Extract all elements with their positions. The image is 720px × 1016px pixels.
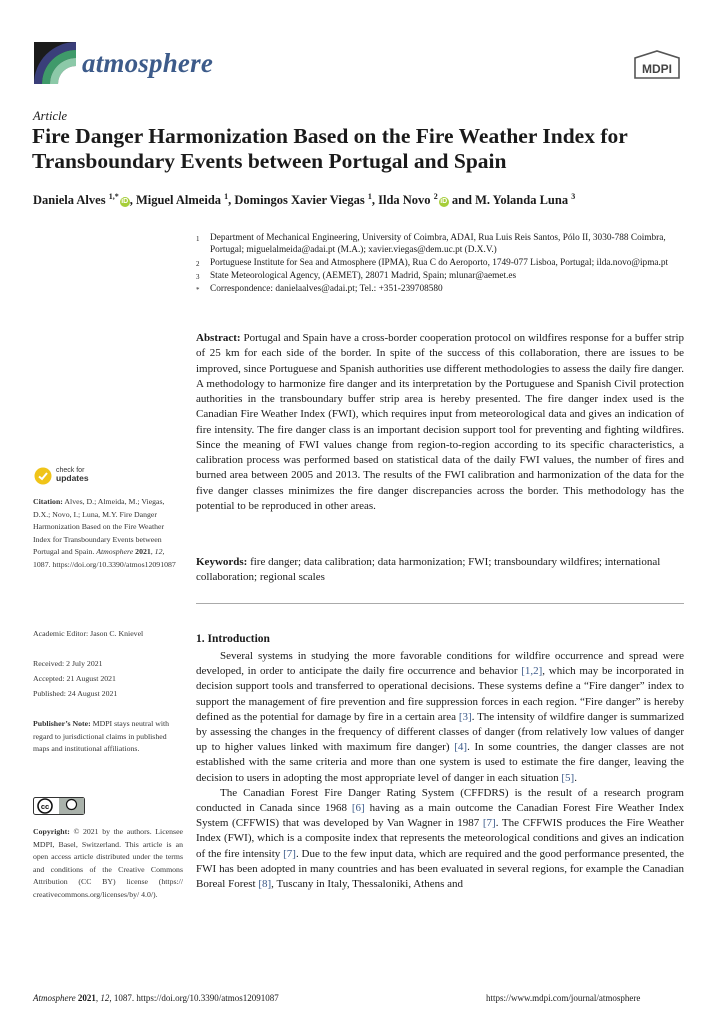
author-name: M. Yolanda Luna: [475, 193, 572, 208]
citation-text: Alves, D.; Almeida, M.; Viegas, D.X.; Novo, I.; Luna, M.Y. Fire Danger Harmonization Based on the Fire Weather Index for Transboundary Events between Portugal and Spain.: [33, 497, 165, 556]
check-for-updates-icon[interactable]: [34, 467, 52, 485]
citation-volume: 12: [154, 547, 163, 556]
check-line1: check for: [56, 467, 85, 474]
paragraph-text: having as a main outcome the Canadian Forest Fire Weather Index System (CFFWIS) that was developed by Van Wagner in 1987: [196, 802, 684, 830]
affiliation-text: Correspondence: danielaalves@adai.pt; Tel.: +351-239708580: [210, 284, 443, 295]
citation-reference-link[interactable]: [3]: [458, 710, 472, 723]
affiliation-number: 1: [196, 235, 200, 243]
check-line2: updates: [56, 472, 89, 483]
cc-by-license-icon[interactable]: [33, 797, 85, 815]
footer-year: 2021: [75, 993, 96, 1003]
atmosphere-logo: [34, 42, 76, 84]
copyright: [33, 826, 183, 901]
mdpi-logo[interactable]: [631, 50, 683, 80]
citation-reference-link[interactable]: [7]: [283, 847, 296, 860]
article-title: Fire Danger Harmonization Based on the Fire Weather Index for Transboundary Events between Portugal and Spain: [32, 124, 628, 173]
keywords: [196, 555, 684, 586]
citation-doi[interactable]: , 1087. https://doi.org/10.3390/atmos12091087: [33, 547, 176, 569]
citation-reference-link[interactable]: [1,2]: [521, 665, 543, 678]
affiliations: [196, 232, 686, 296]
paragraph-text: . The intensity of wildfire danger is summarized by assessing the changes in the frequency of different classes of danger (from relatively low values of danger up to higher values linked with maximum fire danger): [196, 710, 684, 754]
citation-reference-link[interactable]: [6]: [351, 802, 365, 815]
abstract-label: Abstract:: [196, 332, 241, 344]
accepted-date: Accepted: 21 August 2021: [33, 674, 116, 683]
author-affiliation-mark: 2: [433, 192, 438, 201]
paragraph-text: , Tuscany in Italy, Thessaloniki, Athens and: [271, 878, 464, 891]
abstract-text: Portugal and Spain have a cross-border cooperation protocol on wildfires response for a buffer strip of 25 km for each side of the border. In spite of the success of this collaboration, there are issues to be improved, since Portuguese and Spanish authorities use different methodologies to assess the daily fire danger. A methodology to harmonize fire danger and its interpretation by the Portuguese and Spanish Civil protection authorities in the transboundary buffer strip area is hereby presented. The fire danger index used is the Canadian Fire Weather Index (FWI), which requires input from meteorological data and gives an indication of fire intensity. The fire danger class is an important decision support tool for preventing and fighting wildfires. Since the meaning of FWI values change from region-to-region according to its specific characteristics, a calibration process was performed based on statistical data of the daily FWI values, the number of fires and burned area between 2005 and 2013. The results of the FWI calibration and harmonization of the data for the five danger classes minimizes the fire danger discrepancies across the border. This methodology has the potential to be reproduced in other areas.: [196, 332, 684, 512]
paragraph-text: Several systems in studying the more favorable conditions for wildfire occurrence and spread were developed, in order to anticipate the daily fire occurrence and behavior: [196, 650, 684, 678]
citation-sep: ,: [150, 547, 155, 556]
author-name: Daniela Alves: [33, 193, 109, 208]
affiliation-item: [196, 270, 686, 283]
author-name: Miguel Almeida: [135, 193, 225, 208]
paragraph-2: [196, 786, 684, 892]
section-divider: [196, 603, 684, 604]
publisher-note-text: MDPI stays neutral with regard to jurisdictional claims in published maps and institutional affiliations.: [33, 719, 170, 753]
keywords-label: Keywords:: [196, 556, 248, 568]
cc-badge-text: cc: [40, 802, 50, 811]
citation-year: 2021: [133, 547, 151, 556]
affiliation-text: Portuguese Institute for Sea and Atmosphere (IPMA), Rua C do Aeroporto, 1749-077 Lisboa, Portugal; ilda.novo@ipma.pt: [210, 257, 669, 268]
citation-reference-link[interactable]: [8]: [258, 878, 272, 891]
author-affiliation-mark: 1: [367, 192, 372, 201]
section-title: 1. Introduction: [196, 633, 270, 645]
footer-journal-url[interactable]: https://www.mdpi.com/journal/atmosphere: [486, 993, 641, 1003]
affiliation-number: *: [196, 286, 200, 295]
affiliation-text: Department of Mechanical Engineering, University of Coimbra, ADAI, Rua Luis Reis Santos, Pólo II, 3030-788 Coimbra, Portugal; miguelalmeida@adai.pt (M.A.); xavier.viegas@dem.uc.pt (D.X.V.): [210, 233, 666, 256]
paragraph-text: .: [574, 771, 577, 784]
affiliation-text: State Meteorological Agency, (AEMET), 28071 Madrid, Spain; mlunar@aemet.es: [210, 270, 517, 281]
author-affiliation-mark: 1: [224, 192, 229, 201]
author-separator: ,: [228, 193, 235, 208]
paragraph-1: [196, 649, 684, 786]
affiliation-number: 3: [196, 272, 200, 281]
orcid-icon[interactable]: iD: [440, 198, 448, 206]
academic-editor: Academic Editor: Jason C. Knievel: [33, 629, 144, 638]
author-separator: ,: [129, 193, 136, 208]
author-separator: ,: [371, 193, 379, 208]
affiliation-item: [196, 283, 686, 296]
svg-text:MDPI: MDPI: [642, 62, 672, 76]
citation-reference-link[interactable]: [5]: [561, 771, 575, 784]
paragraph-text: . In some countries, the danger classes are not established with the same criteria and more than one system is used to estimate the fire danger, leaving the decision to users in adopting the most appropriate level of danger in each situation: [196, 741, 684, 784]
author-separator: and: [448, 193, 476, 208]
author-affiliation-mark: 3: [571, 192, 576, 201]
footer-volume: 12: [100, 993, 110, 1003]
copyright-label: Copyright:: [33, 827, 70, 836]
paragraph-text: . The CFFWIS produces the Fire Weather Index (FWI), which is a composite index that represents the meteorological conditions and gives an indication of the fire intensity: [196, 817, 684, 860]
published-date: Published: 24 August 2021: [33, 689, 118, 698]
introduction-text: [196, 649, 684, 892]
abstract: [196, 331, 684, 514]
orcid-icon[interactable]: iD: [121, 198, 129, 206]
author-name: Domingos Xavier Viegas: [234, 193, 368, 208]
citation: [33, 496, 183, 571]
publisher-note-label: Publisher’s Note:: [33, 719, 91, 728]
author-list: [33, 192, 693, 208]
author-name: Ilda Novo: [378, 193, 434, 208]
footer-citation: [33, 993, 279, 1003]
author-affiliation-mark: 1,*: [108, 192, 119, 201]
copyright-text: © 2021 by the authors. Licensee MDPI, Basel, Switzerland. This article is an open access article distributed under the terms and conditions of the Creative Commons Attribution (CC BY) license (https:// creativecommons.org/licenses/by/ 4.0/).: [33, 827, 183, 899]
affiliation-number: 2: [196, 259, 200, 268]
citation-label: Citation:: [33, 497, 63, 506]
citation-journal: Atmosphere: [96, 547, 134, 556]
journal-name: atmosphere: [82, 48, 214, 78]
publisher-note: [33, 718, 183, 756]
received-date: Received: 2 July 2021: [33, 659, 103, 668]
citation-reference-link[interactable]: [4]: [454, 741, 468, 754]
footer-doi[interactable]: , 1087. https://doi.org/10.3390/atmos12091087: [109, 993, 279, 1003]
affiliation-item: [196, 257, 686, 270]
article-type: Article: [33, 109, 68, 123]
keywords-text: fire danger; data calibration; data harmonization; FWI; transboundary wildfires; international collaboration; regional scales: [196, 556, 661, 584]
paragraph-text: . Due to the few input data, which are required and the good performance presented, the FWI has been adopted in many countries and has been evaluated in several regions, for example the Canadian Boreal Forest: [196, 847, 684, 891]
footer-journal: Atmosphere: [33, 993, 76, 1003]
paragraph-text: , which may be incorporated in decision support tools and transferred to operational decisions. These systems define a “Fire danger” index to support the management of fire prevention and fire suppression forces in each region. “Fire danger” is hereby defined as the potential for damage by fire in a certain area: [196, 665, 684, 723]
check-for-updates[interactable]: [56, 467, 89, 483]
affiliation-item: [196, 232, 686, 257]
paragraph-text: The Canadian Forest Fire Danger Rating System (CFFDRS) is the result of a research program conducted in Canada since 1968: [196, 786, 684, 815]
footer-sep: ,: [95, 993, 101, 1003]
citation-reference-link[interactable]: [7]: [482, 817, 496, 830]
